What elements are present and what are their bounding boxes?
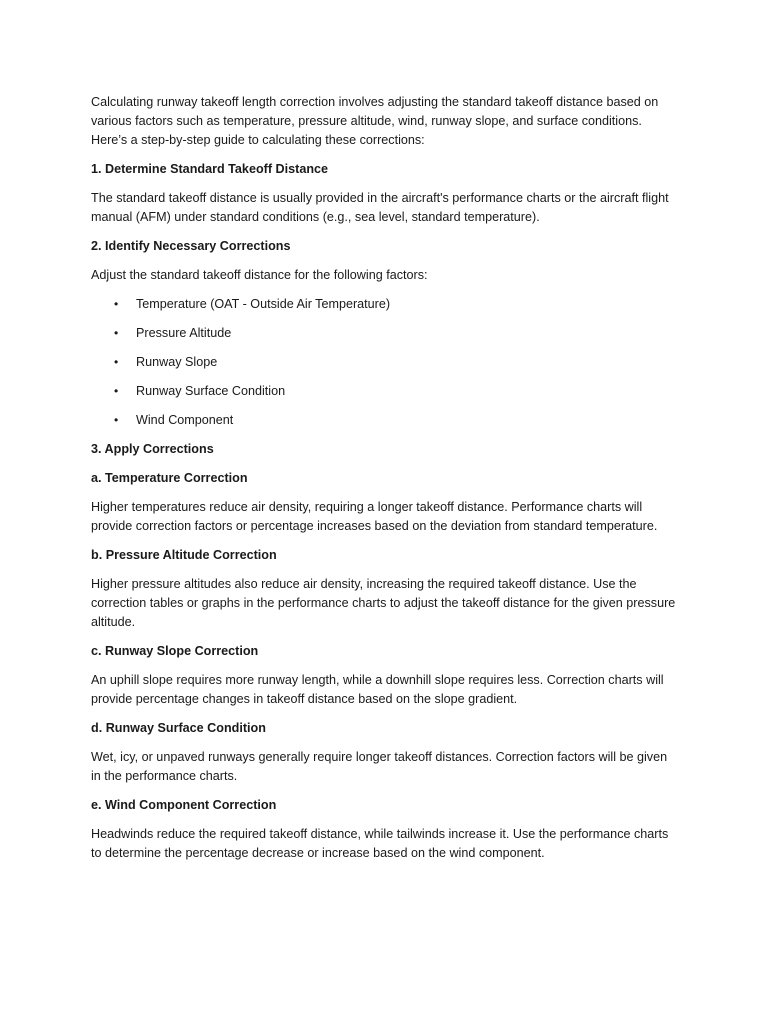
corrections-list xyxy=(91,295,676,430)
list-item-text: Wind Component xyxy=(136,413,234,427)
list-item-text: Temperature (OAT - Outside Air Temperature) xyxy=(136,297,391,311)
list-item-text: Runway Slope xyxy=(136,355,218,369)
runway-surface-condition-body: Wet, icy, or unpaved runways generally require longer takeoff distances. Correction factors will be given in the performance charts. xyxy=(91,750,668,783)
bullet-icon: • xyxy=(114,384,119,398)
runway-slope-correction-heading: c. Runway Slope Correction xyxy=(91,644,259,658)
list-item xyxy=(91,353,676,372)
pressure-altitude-correction-body: Higher pressure altitudes also reduce air density, increasing the required takeoff distance. Use the correction tables or graphs in the performance charts to adjust the takeoff distance for the given pressure altitude. xyxy=(91,577,676,629)
wind-component-correction-heading: e. Wind Component Correction xyxy=(91,798,277,812)
temperature-correction-heading: a. Temperature Correction xyxy=(91,471,248,485)
list-item xyxy=(91,324,676,343)
section-1-heading: 1. Determine Standard Takeoff Distance xyxy=(91,162,329,176)
section-2-heading: 2. Identify Necessary Corrections xyxy=(91,239,291,253)
list-item-text: Pressure Altitude xyxy=(136,326,232,340)
list-item xyxy=(91,411,676,430)
temperature-correction-body: Higher temperatures reduce air density, requiring a longer takeoff distance. Performance charts will provide correction factors or percentage increases based on the deviation from standard temperature. xyxy=(91,500,658,533)
bullet-icon: • xyxy=(114,326,119,340)
section-3-heading: 3. Apply Corrections xyxy=(91,442,214,456)
wind-component-correction-body: Headwinds reduce the required takeoff distance, while tailwinds increase it. Use the performance charts to determine the percentage decrease or increase based on the wind component. xyxy=(91,827,669,860)
section-2-body: Adjust the standard takeoff distance for the following factors: xyxy=(91,268,428,282)
list-item-text: Runway Surface Condition xyxy=(136,384,286,398)
runway-surface-condition-heading: d. Runway Surface Condition xyxy=(91,721,266,735)
bullet-icon: • xyxy=(114,413,119,427)
list-item xyxy=(91,295,676,314)
list-item xyxy=(91,382,676,401)
pressure-altitude-correction-heading: b. Pressure Altitude Correction xyxy=(91,548,277,562)
bullet-icon: • xyxy=(114,355,119,369)
section-1-body: The standard takeoff distance is usually provided in the aircraft's performance charts or the aircraft flight manual (AFM) under standard conditions (e.g., sea level, standard temperature). xyxy=(91,191,669,224)
bullet-icon: • xyxy=(114,297,119,311)
runway-slope-correction-body: An uphill slope requires more runway length, while a downhill slope requires less. Correction charts will provide percentage changes in takeoff distance based on the slope gradient. xyxy=(91,673,664,706)
intro-paragraph: Calculating runway takeoff length correction involves adjusting the standard takeoff distance based on various factors such as temperature, pressure altitude, wind, runway slope, and surface conditions. Here’s a step-by-step guide to calculating these corrections: xyxy=(91,95,659,147)
